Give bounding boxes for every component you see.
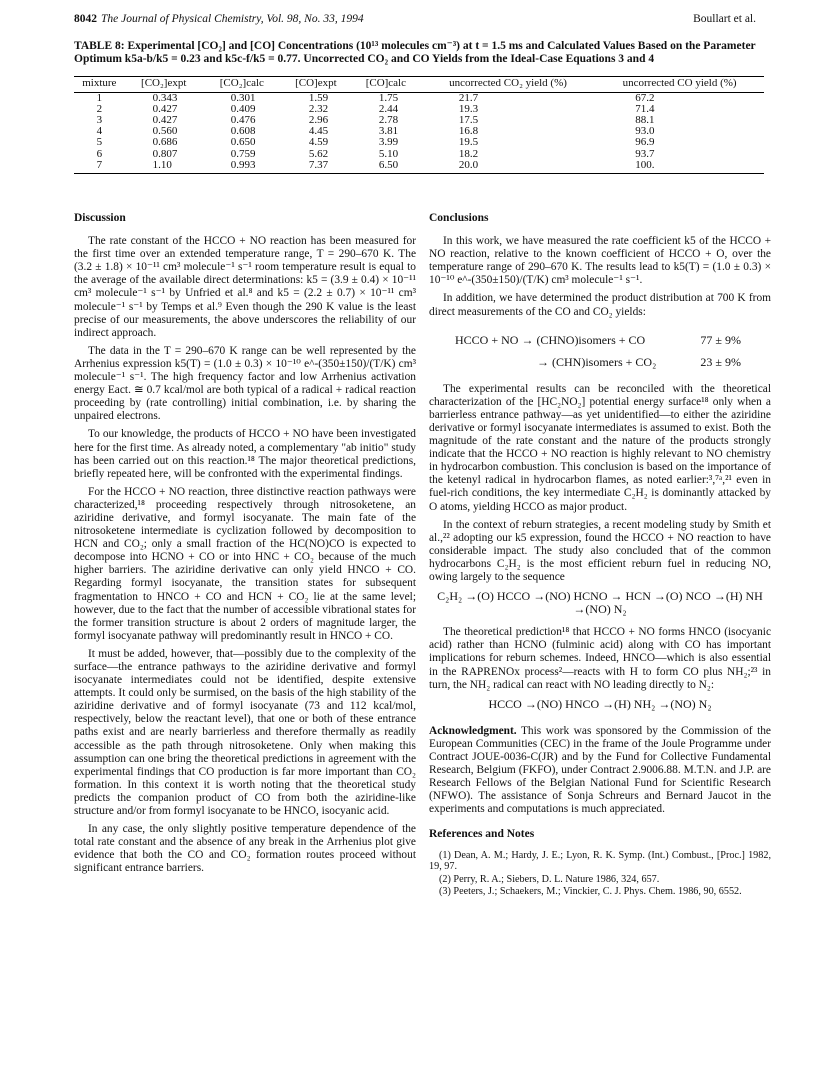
discussion-paragraph: To our knowledge, the products of HCCO + NO have been investigated here for the first time. As already noted, a complementary "ab initio" study has been carried out on this reaction.¹⁸ The major theoretical predictions, briefly repeated here, will be confronted with the experimental findings. xyxy=(74,428,416,480)
conclusions-heading: Conclusions xyxy=(429,212,489,224)
discussion-paragraph: The data in the T = 290–670 K range can be well represented by the Arrhenius expression k5(T) = (1.0 ± 0.3) × 10⁻¹⁰ e^-(350±150)/(T/K) cm³ molecule⁻¹ s⁻¹. The high frequency factor and low Arrhenius activation energy Eact. ≅ 0.7 kcal/mol are both typical of a radical + radical reaction proceeding by (rate controlling) initial combination, i.e. by sharing the unpaired electrons. xyxy=(74,344,416,423)
table-cell: 6 xyxy=(96,147,103,160)
table-cell: 1.10 xyxy=(125,160,203,174)
table-cell: 2.78 xyxy=(378,113,399,126)
conclusions-paragraph: In this work, we have measured the rate coefficient k5 of the HCCO + NO reaction, relative to the known coefficient of HCCO + O, over the temperature range of 290–670 K. The results lead to k5(T) = (1.0 ± 0.3) × 10⁻¹⁰ e^-(350±150)/(T/K) cm³ molecule⁻¹ s⁻¹. xyxy=(429,235,771,287)
equation-yield: 77 ± 9% xyxy=(700,332,741,347)
table-cell: 0.409 xyxy=(230,102,256,115)
table-cell: 0.301 xyxy=(230,91,256,104)
table-cell: 0.560 xyxy=(152,125,178,138)
table-cell: 0.427 xyxy=(152,113,178,126)
discussion-paragraph: The rate constant of the HCCO + NO reaction has been measured for the first time over an extended temperature range, T = 290–670 K. The (3.2 ± 1.8) × 10⁻¹¹ cm³ molecule⁻¹ s⁻¹ room temperature result is equal to the average of the available direct determinations: k5 = (3.9 ± 0.4) × 10⁻¹¹ cm³ molecule⁻¹ s⁻¹ by Unfried et al.⁸ and k5 = (2.2 ± 0.7) × 10⁻¹¹ cm³ molecule⁻¹ s⁻¹ by Temps et al.⁹ Even though the 290 K value is the least precise of our measurements, the above underscores the reliability of our indirect approach. xyxy=(74,235,416,339)
table-cell: 7.37 xyxy=(281,160,351,174)
table-cell: 0.686 xyxy=(152,136,178,149)
acknowledgment xyxy=(429,725,771,817)
table-cell: 4.45 xyxy=(308,125,329,138)
table-cell: 4.59 xyxy=(308,136,329,149)
table-column-header: mixture xyxy=(74,77,125,93)
data-table xyxy=(74,76,764,174)
table-column-header: [CO]calc xyxy=(351,77,421,93)
table-row xyxy=(74,160,764,174)
table-cell: 0.807 xyxy=(152,147,178,160)
table-cell: 6.50 xyxy=(351,160,421,174)
table-row xyxy=(74,104,764,115)
table-cell: 3.99 xyxy=(378,136,399,149)
conclusions-paragraph: The theoretical prediction¹⁸ that HCCO + NO forms HNCO (isocyanic acid) rather than HCNO (fulminic acid) along with CO has important implications for reburn schemes. Indeed, HNCO—which is also essential in the RAPRENOx process²—reacts with H to form CO plus NH₂;²³ in turn, the NH₂ radical can react with NO leading directly to N₂: xyxy=(429,626,771,691)
table-cell: 0.343 xyxy=(152,91,178,104)
conclusions-paragraph: In addition, we have determined the product distribution at 700 K from direct measurements of the CO and CO₂ yields: xyxy=(429,292,771,318)
reference-item: (1) Dean, A. M.; Hardy, J. E.; Lyon, R. K. Symp. (Int.) Combust., [Proc.] 1982, 19, 97. xyxy=(429,849,771,873)
table-cell: 2.44 xyxy=(378,102,399,115)
discussion-heading: Discussion xyxy=(74,212,126,224)
table-cell: 2 xyxy=(96,102,103,115)
table-cell: 93.7 xyxy=(635,147,655,160)
table-column-header: [CO₂]calc xyxy=(203,77,281,93)
table-row xyxy=(74,137,764,148)
acknowledgment-label: Acknowledgment. xyxy=(429,724,517,737)
left-column xyxy=(74,212,416,881)
table-header-row xyxy=(74,77,764,93)
reference-item: (2) Perry, R. A.; Siebers, D. L. Nature 1986, 324, 657. xyxy=(439,873,660,885)
discussion-paragraph: In any case, the only slightly positive temperature dependence of the total rate constant and the absence of any break in the Arrhenius plot give evidence that both the CO and CO₂ formation routes proceed without significant entrance barriers. xyxy=(74,823,416,875)
reference-item: (3) Peeters, J.; Schaekers, M.; Vinckier, C. J. Phys. Chem. 1986, 90, 6552. xyxy=(439,886,742,898)
right-column xyxy=(429,212,771,899)
table-cell: 5.62 xyxy=(308,147,329,160)
table-cell: 0.608 xyxy=(230,125,256,138)
equation-left: HCCO + NO → (CHNO)isomers + CO xyxy=(455,332,646,347)
table-cell: 88.1 xyxy=(635,113,655,126)
table-cell: 2.32 xyxy=(308,102,329,115)
product-equations xyxy=(429,329,771,373)
table-cell: 1.59 xyxy=(308,91,329,104)
table-cell: 1.75 xyxy=(378,91,399,104)
page-number: 8042 xyxy=(74,13,97,25)
equation-row xyxy=(429,329,771,351)
table-cell: 5 xyxy=(96,136,103,149)
table-body xyxy=(74,92,764,173)
table-cell: 0.650 xyxy=(230,136,256,149)
discussion-paragraph: It must be added, however, that—possibly due to the complexity of the surface—the entrance pathways to the aziridine derivative and formyl isocyanate intermediates could not be identified, despite extensive attempts. It could only be surmised, on the basis of the high stability of the aziridine derivative and of formyl isocyanate (73 and 112 kcal/mol, respectively, below the reactant level), that one or both of these entrance paths exist and are nearly barrierless and therefore thermally as readily accessible as the path through nitrosoketene. Only when making this assumption can one bring the theoretical predictions in agreement with the experimental findings that CO production is far more important than CO₂ formation. In this context it is worth noting that the theoretical study predicts the companion product of CO from both the aziridine-like structure and/or from formyl isocyanate to be HNCO, isocyanic acid. xyxy=(74,647,416,818)
table-cell: 17.5 xyxy=(458,113,479,126)
table-cell: 67.2 xyxy=(635,91,655,104)
table-caption: TABLE 8: Experimental [CO₂] and [CO] Concentrations (10¹³ molecules cm⁻³) at t = 1.5 ms and Calculated Values Based on the Parameter Optimum k5a-b/k5 = 0.23 and k5c-f/k5 = 0.77. Uncorrected CO₂ and CO Yields from the Ideal-Case Equations 3 and 4 xyxy=(74,40,756,65)
table-column-header: [CO]expt xyxy=(281,77,351,93)
table-cell: 19.5 xyxy=(458,136,479,149)
header-authors: Boullart et al. xyxy=(693,13,756,25)
table-cell: 0.759 xyxy=(230,147,256,160)
table-cell: 0.476 xyxy=(230,113,256,126)
conclusions-paragraph: In the context of reburn strategies, a recent modeling study by Smith et al.,²² adopting our k5 expression, found the HCCO + NO reaction to have considerable impact. The study also concluded that of the common hydrocarbons C₂H₂ is the most efficient reburn fuel in reducing NO, owing largely to the sequence xyxy=(429,518,771,583)
equation-row xyxy=(429,351,771,373)
table-cell: 4 xyxy=(96,125,103,138)
table-cell: 5.10 xyxy=(378,147,399,160)
table-cell: 3.81 xyxy=(378,125,399,138)
journal-citation: The Journal of Physical Chemistry, Vol. 98, No. 33, 1994 xyxy=(101,13,364,25)
discussion-paragraph: For the HCCO + NO reaction, three distinctive reaction pathways were characterized,¹⁸ proceeding respectively through nitrosoketene, an aziridine derivative, and formyl isocyanate. The main fate of the nitrosoketene intermediate is cyclization followed by decomposition to HCN and CO₂; only a small fraction of the HC(NO)CO is expected to decompose into HCNO + CO or into HNC + CO₂ because of the much higher barriers. The aziridine derivative can only yield HNCO + CO. Regarding formyl isocyanate, the transition states for subsequent fragmentation to HNCO + CO and HCN + CO₂ lie at the same level; however, due to the fact that the number of accessible vibrational states for the former transition structure is about 2 orders of magnitude larger, the formyl isocyanate pathway will predominantly result in HNCO + CO. xyxy=(74,485,416,642)
table-cell: 2.96 xyxy=(308,113,329,126)
table-column-header: uncorrected CO yield (%) xyxy=(595,77,764,93)
table-cell: 96.9 xyxy=(635,136,655,149)
conclusions-paragraph: The experimental results can be reconciled with the theoretical characterization of the [HC₂NO₂] potential energy surface¹⁸ only when a barrierless entrance pathway—as yet unidentified—to either the aziridine derivative or formyl isocyanate intermediates is assumed to exist. Both the magnitude of the rate constant and the nature of the products strongly indicate that the HCCO + NO reaction is highly relevant to NO chemistry in hydrocarbon combustion. This conclusion is based on the importance of the ketenyl radical in hydrocarbon flames, as noted earlier:³,⁷ᵃ,²¹ even in fuel-rich conditions, the key intermediate C₂H₂ is dominantly attacked by O atoms, yielding HCCO as major product. xyxy=(429,382,771,513)
table-cell: 16.8 xyxy=(458,125,479,138)
table-cell: 0.993 xyxy=(203,160,281,174)
table-cell: 19.3 xyxy=(458,102,479,115)
reaction-sequence: C₂H₂ →(O) HCCO →(NO) HCNO → HCN →(O) NCO →(H) NH →(NO) N₂ xyxy=(437,589,763,617)
table-row xyxy=(74,115,764,126)
table-row xyxy=(74,92,764,104)
table-column-header: uncorrected CO₂ yield (%) xyxy=(421,77,595,93)
table-cell: 0.427 xyxy=(152,102,178,115)
table-row xyxy=(74,149,764,160)
table-cell: 3 xyxy=(96,113,103,126)
table-cell: 93.0 xyxy=(635,125,655,138)
table-column-header: [CO₂]expt xyxy=(125,77,203,93)
references-heading: References and Notes xyxy=(429,828,535,841)
acknowledgment-text: This work was sponsored by the Commission of the European Communities (CEC) in the frame of the Joule Programme under Contract JOUE-0036-C(JR) and by the Fund for Collective Fundamental Research, Belgium (FKFO), under Contract 2.9006.88. M.T.N. and J.P. are Research Fellows of the Belgian National Fund for Scientific Research (NFWO). The assistance of Sonja Schreurs and Bernard Jaucot in the experiments and computations is much appreciated. xyxy=(429,724,771,816)
reaction-sequence: HCCO →(NO) HNCO →(H) NH₂ →(NO) N₂ xyxy=(488,696,712,711)
table-cell: 18.2 xyxy=(458,147,479,160)
table-cell: 1 xyxy=(96,91,103,104)
reference-list xyxy=(429,850,771,898)
table-cell: 20.0 xyxy=(421,160,595,174)
table-cell: 71.4 xyxy=(635,102,655,115)
table-row xyxy=(74,126,764,137)
equation-yield: 23 ± 9% xyxy=(700,354,741,369)
table-cell: 100. xyxy=(595,160,764,174)
table-cell: 21.7 xyxy=(458,91,479,104)
table-cell: 7 xyxy=(74,160,125,174)
equation-left: → (CHN)isomers + CO₂ xyxy=(537,354,657,369)
